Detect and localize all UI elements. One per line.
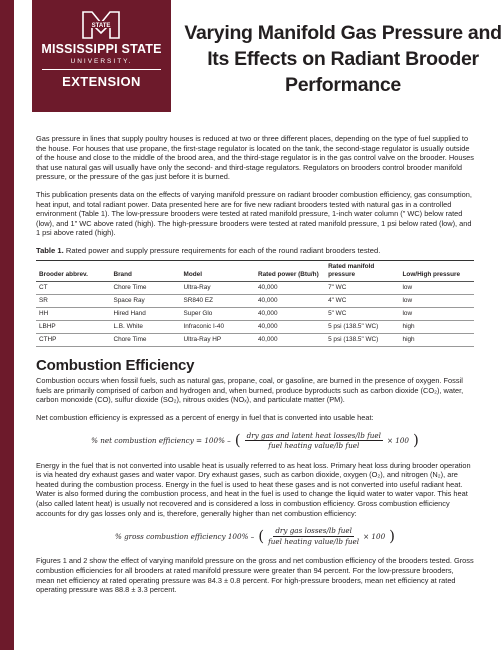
table-header-cell: Brand	[110, 260, 180, 281]
intro-paragraph-2: This publication presents data on the effects of varying manifold pressure on radiant brooder combustion efficiency, gas consumption, heat input, and total radiant power. Data presented here are for five new radiant brooders tested with natural gas in a controlled environment (Table 1). The low-pressure brooders were tested at rated manifold pressure, 1-inch water column (" WC) below rated (low), and 1" WC above rated (high). The high-pressure brooders were tested at rated manifold pressure, 1 psi below rated (low), and 1 psi above rated (high).	[36, 189, 472, 238]
table-header-cell: Model	[181, 260, 255, 281]
logo-university-label: UNIVERSITY.	[70, 58, 133, 65]
table-cell: Infraconic I-40	[181, 320, 255, 333]
table-cell: low	[400, 307, 474, 320]
table-cell: 5 psi (138.5" WC)	[325, 320, 399, 333]
equation-numerator: dry gas and latent heat losses/lb fuel	[246, 430, 381, 440]
table-cell: low	[400, 294, 474, 307]
page-title: Varying Manifold Gas Pressure and Its Effects on Radiant Brooder Performance	[184, 22, 502, 96]
table-caption	[36, 246, 474, 256]
table-header-row	[36, 260, 474, 281]
equation-left: % gross combustion efficiency 100% –	[114, 531, 255, 541]
combustion-paragraph-3: Energy in the fuel that is not converted into usable heat is usually referred to as heat loss. Primary heat loss during brooder operation is via heated dry exhaust gases and water vapor. Dry exhaust gases, such as carbon dioxide, oxygen (O₂), and nitrogen (N₂), are heated during the combustion process. Energy in the fuel is used to heat these gases and is not converted into useful radiant heat. Water is also formed during the combustion process, and heat in the fuel is used to change the liquid water to water vapor. This heat (also called latent heat) is usually not recovered and is considered a loss in combustion efficiency. Gross combustion efficiency accounts for dry gas losses only and is, therefore, generally higher than net combustion efficiency:	[36, 460, 471, 518]
brooder-table	[36, 260, 474, 347]
table-cell: SR840 EZ	[181, 294, 255, 307]
paren-open-icon: (	[234, 430, 241, 449]
equation-denominator: fuel heating value/lb fuel	[268, 441, 360, 451]
table-cell: HH	[36, 307, 110, 320]
table-cell: 5 psi (138.5" WC)	[325, 333, 399, 346]
section-heading: Combustion Efficiency	[36, 356, 195, 374]
combustion-paragraph-4: Figures 1 and 2 show the effect of varying manifold pressure on the gross and net combustion efficiency of the brooders tested. Gross combustion efficiencies for all brooders at rated manifold pressure were greater than 94 percent. For the low-pressure brooders, mean net efficiency at rated operating pressure was 84.3 ± 0.8 percent. For high-pressure brooders, mean net efficiency at rated operating pressure was 88.8 ± 3.3 percent.	[36, 556, 474, 595]
table-caption-label: Table 1.	[36, 245, 64, 255]
table-header-cell: Low/High pressure	[400, 260, 474, 281]
equation-fraction	[245, 431, 383, 451]
table-cell: CTHP	[36, 333, 110, 346]
logo-divider	[42, 69, 161, 70]
table-caption-text: Rated power and supply pressure requirements for each of the round radiant brooders tested.	[65, 245, 381, 255]
table-cell: high	[400, 320, 474, 333]
paren-close-icon: )	[389, 526, 396, 545]
svg-text:STATE: STATE	[91, 23, 111, 29]
table-cell: Hired Hand	[110, 307, 180, 320]
equation-numerator: dry gas losses/lb fuel	[275, 526, 352, 536]
main-content	[36, 134, 474, 603]
paren-close-icon: )	[412, 430, 419, 449]
table-header-cell: Rated manifold pressure	[325, 260, 399, 281]
table-cell: SR	[36, 294, 110, 307]
table-cell: Chore Time	[110, 333, 180, 346]
table-cell: LBHP	[36, 320, 110, 333]
header	[14, 0, 502, 112]
table-cell: Space Ray	[110, 294, 180, 307]
table-row	[36, 281, 474, 294]
table-cell: 7" WC	[325, 281, 399, 294]
table-header-cell: Brooder abbrev.	[36, 260, 110, 281]
table-cell: 5" WC	[325, 307, 399, 320]
logo-extension-label: EXTENSION	[62, 74, 141, 89]
gross-efficiency-equation	[36, 526, 474, 546]
equation-left: % net combustion efficiency = 100% –	[91, 435, 231, 445]
table-cell: 4" WC	[325, 294, 399, 307]
table-cell: 40,000	[255, 320, 325, 333]
equation-right: × 100	[386, 435, 409, 445]
table-row	[36, 294, 474, 307]
equation-right: × 100	[363, 531, 386, 541]
table-cell: L.B. White	[110, 320, 180, 333]
intro-paragraph-1: Gas pressure in lines that supply poultry houses is reduced at two or three different places, depending on the type of fuel supplied to the house. For houses that use propane, the first-stage regulator is located on the tank, the second-stage regulator is usually outside of the house and close to the middle of the brood area, and the third-stage regulator is in the gas control valve on the brooder. Houses that use natural gas will usually have only the second- and third-stage regulators. Regulators on brooders control brooder manifold pressure, or the pressure of the gas just before it is burned.	[36, 134, 474, 182]
msu-extension-logo	[32, 0, 171, 112]
logo-university-name: MISSISSIPPI STATE	[41, 42, 162, 56]
equation-fraction	[268, 526, 359, 546]
table-row	[36, 307, 474, 320]
paren-open-icon: (	[258, 526, 265, 545]
table-cell: CT	[36, 281, 110, 294]
table-cell: high	[400, 333, 474, 346]
table-cell: 40,000	[255, 333, 325, 346]
table-cell: Ultra-Ray	[181, 281, 255, 294]
combustion-paragraph-2: Net combustion efficiency is expressed as a percent of energy in fuel that is converted into usable heat:	[36, 412, 374, 422]
equation-denominator: fuel heating value/lb fuel	[268, 536, 360, 546]
table-cell: Super Glo	[181, 307, 255, 320]
table-cell: 40,000	[255, 294, 325, 307]
combustion-paragraph-1: Combustion occurs when fossil fuels, such as natural gas, propane, coal, or gasoline, are burned in the presence of oxygen. Fossil fuels are primarily comprised of carbon and hydrogen and, when burned, produce byproducts such as carbon dioxide (CO₂), water, carbon monoxide (CO), sulfur dioxide (SO₂), nitrous oxides (NOₓ), and particulate matter (PM).	[36, 376, 464, 405]
table-cell: Ultra-Ray HP	[181, 333, 255, 346]
table-row	[36, 320, 474, 333]
sidebar-stripe	[0, 0, 14, 650]
table-cell: low	[400, 281, 474, 294]
table-cell: 40,000	[255, 281, 325, 294]
table-cell: 40,000	[255, 307, 325, 320]
table-row	[36, 333, 474, 346]
table-cell: Chore Time	[110, 281, 180, 294]
m-state-logo-icon	[82, 9, 120, 39]
table-header-cell: Rated power (Btu/h)	[255, 260, 325, 281]
net-efficiency-equation	[36, 431, 474, 451]
